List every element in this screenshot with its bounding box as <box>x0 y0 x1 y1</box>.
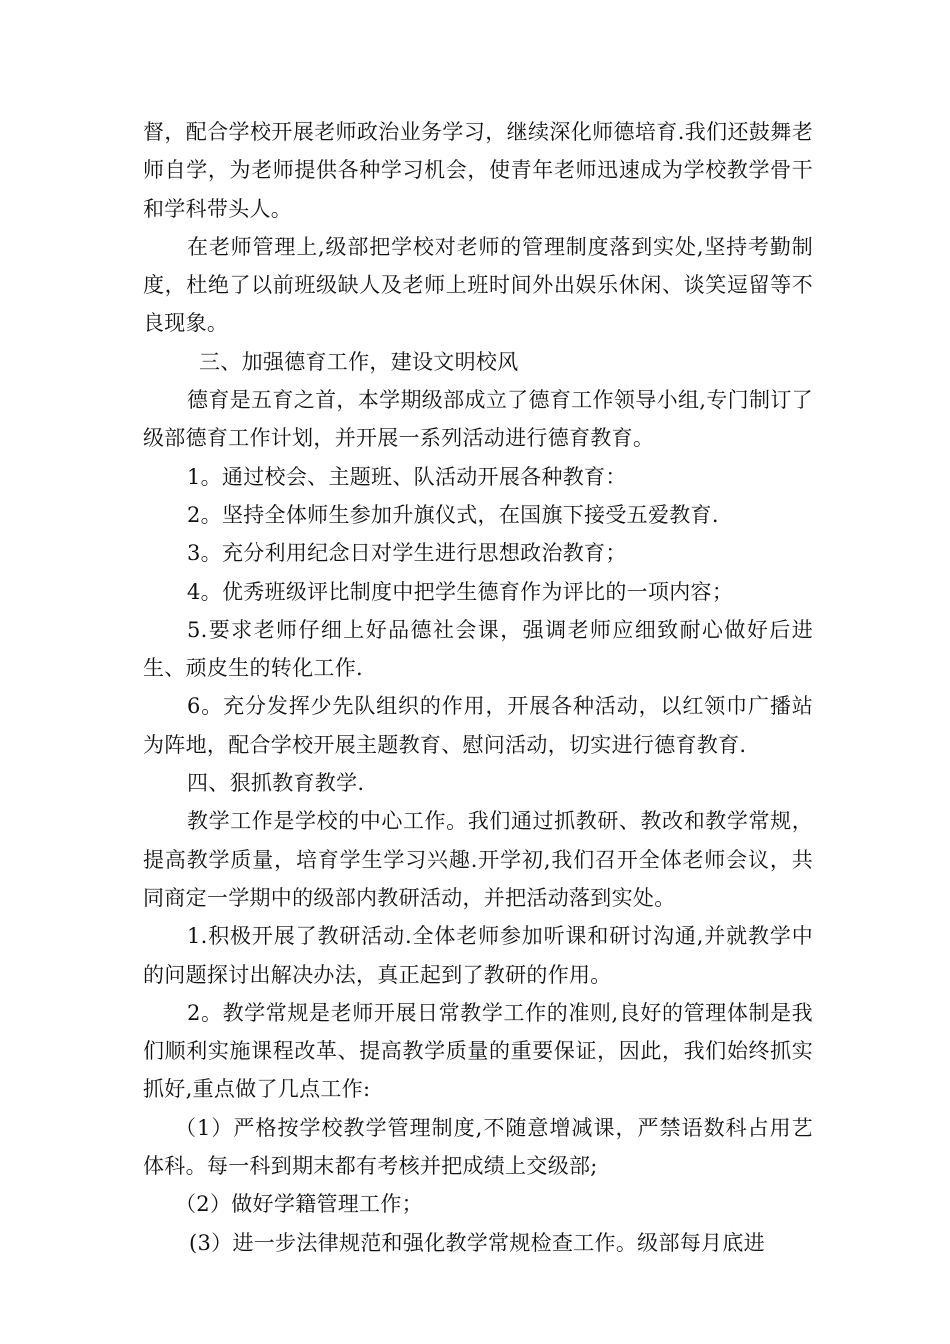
teaching-item-1: 1.积极开展了教研活动.全体老师参加听课和研讨沟通,并就教学中的问题探讨出解决办法，真正起到了教研的作用。 <box>143 924 813 987</box>
teaching-subitem-1: （1）严格按学校教学管理制度,不随意增减课，严禁语数科占用艺体科。每一科到期末都有考核并把成绩上交级部; <box>143 1115 813 1179</box>
list-item-4: 4。优秀班级评比制度中把学生德育作为评比的一项内容； <box>187 579 734 604</box>
list-item-6: 6。充分发挥少先队组织的作用，开展各种活动，以红领巾广播站为阵地，配合学校开展主题教育、慰问活动，切实进行德育教育. <box>143 694 813 757</box>
list-item-3: 3。充分利用纪念日对学生进行思想政治教育； <box>187 541 627 566</box>
list-item-2: 2。坚持全体师生参加升旗仪式，在国旗下接受五爱教育. <box>187 502 719 527</box>
section-heading-moral-education: 三、加强德育工作，建设文明校风 <box>199 349 519 374</box>
teaching-subitem-3: (3）进一步法律规范和强化教学常规检查工作。级部每月底进 <box>189 1230 765 1255</box>
paragraph-teaching-intro: 教学工作是学校的中心工作。我们通过抓教研、教改和教学常规，提高教学质量，培育学生学习兴趣.开学初,我们召开全体老师会议，共同商定一学期中的级部内教研活动，并把活动落到实处。 <box>143 809 813 910</box>
teaching-item-2: 2。教学常规是老师开展日常教学工作的准则,良好的管理体制是我们顺利实施课程改革、提高教学质量的重要保证，因此，我们始终抓实抓好,重点做了几点工作: <box>143 1000 813 1102</box>
teaching-subitem-2: （2）做好学籍管理工作； <box>175 1192 423 1217</box>
list-item-5: 5.要求老师仔细上好品德社会课，强调老师应细致耐心做好后进生、顽皮生的转化工作. <box>143 617 813 681</box>
list-item-1: 1。通过校会、主题班、队活动开展各种教育： <box>187 464 627 489</box>
section-heading-teaching: 四、狠抓教育教学. <box>187 771 365 796</box>
document-body <box>143 113 813 1262</box>
paragraph-teacher-training: 督，配合学校开展老师政治业务学习，继续深化师德培育.我们还鼓舞老师自学，为老师提供各种学习机会，使青年老师迅速成为学校教学骨干和学科带头人。 <box>143 120 813 221</box>
paragraph-moral-education-intro: 德育是五育之首，本学期级部成立了德育工作领导小组,专门制订了级部德育工作计划，并开展一系列活动进行德育教育。 <box>143 388 813 451</box>
paragraph-teacher-management: 在老师管理上,级部把学校对老师的管理制度落到实处,坚持考勤制度，杜绝了以前班级缺人及老师上班时间外出娱乐休闲、谈笑逗留等不良现象。 <box>143 234 813 336</box>
